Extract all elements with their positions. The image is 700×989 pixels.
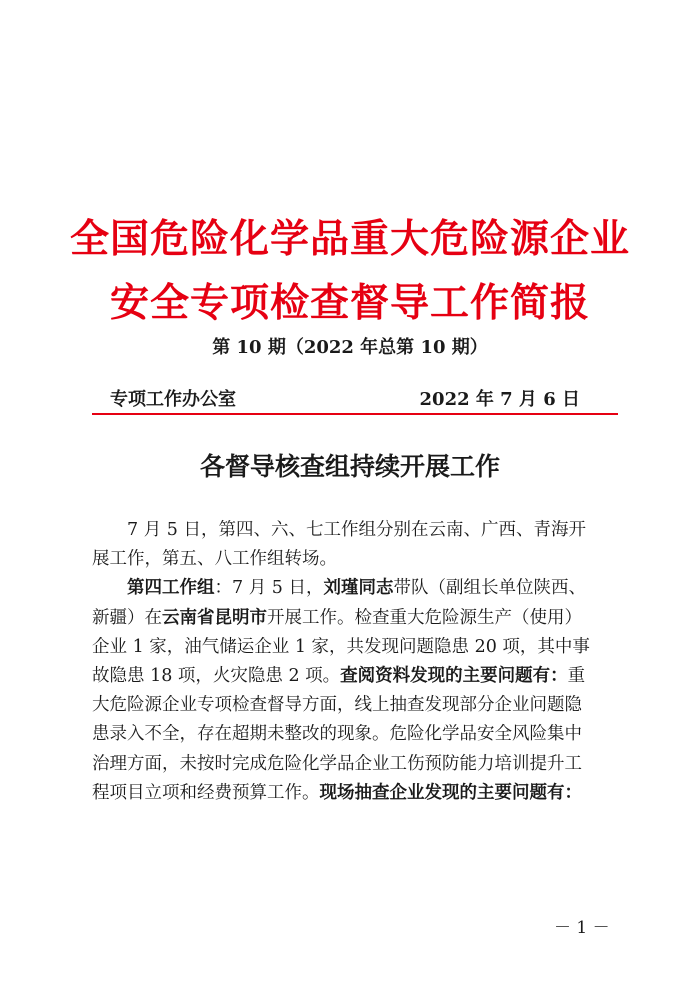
bold-text: 第四工作组 bbox=[127, 578, 215, 599]
text-segment: 7 月 5 日，第四、六、七工作组分别在云南、广西、青海开 bbox=[92, 520, 586, 540]
issue-date: 2022 年 7 月 6 日 bbox=[419, 389, 580, 410]
text-segment: 重 bbox=[567, 665, 586, 686]
text-segment bbox=[92, 578, 127, 598]
issue-number: 第 10 期（2022 年总第 10 期） bbox=[212, 337, 488, 358]
text-segment: 展工作，第五、八工作组转场。 bbox=[92, 549, 337, 570]
body-line bbox=[92, 750, 618, 779]
red-divider bbox=[92, 413, 618, 415]
bold-text: 云南省昆明市 bbox=[162, 607, 267, 628]
body-line bbox=[92, 720, 618, 749]
body-line bbox=[92, 779, 618, 808]
body-line bbox=[92, 633, 618, 662]
text-segment: 带队（副组长单位陕西、 bbox=[393, 578, 586, 599]
bold-text: 现场抽查企业发现的主要问题有： bbox=[319, 782, 582, 803]
text-segment: 故隐患 18 项，火灾隐患 2 项。 bbox=[92, 665, 341, 686]
bold-text: 刘瑾同志 bbox=[323, 578, 394, 599]
bulletin-title-line2: 安全专项检查督导工作简报 bbox=[109, 281, 590, 326]
body-line bbox=[92, 545, 618, 574]
text-segment: 开展工作。检查重大危险源生产（使用） bbox=[267, 607, 582, 628]
body-line bbox=[92, 662, 618, 691]
body-line bbox=[92, 516, 618, 545]
text-segment: 企业 1 家，油气储运企业 1 家，共发现问题隐患 20 项，其中事 bbox=[92, 636, 590, 657]
text-segment: 新疆）在 bbox=[92, 607, 162, 628]
bold-text: 查阅资料发现的主要问题有： bbox=[340, 665, 568, 686]
issuing-office: 专项工作办公室 bbox=[110, 389, 236, 410]
article-headline: 各督导核查组持续开展工作 bbox=[199, 452, 500, 481]
body-line bbox=[92, 574, 618, 603]
article-body bbox=[92, 516, 618, 808]
body-line bbox=[92, 691, 618, 720]
text-segment: 患录入不全，存在超期未整改的现象。危险化学品安全风险集中 bbox=[92, 724, 582, 745]
text-segment: ：7 月 5 日， bbox=[214, 578, 324, 599]
text-segment: 大危险源企业专项检查督导方面，线上抽查发现部分企业问题隐 bbox=[92, 695, 582, 716]
text-segment: 治理方面，未按时完成危险化学品企业工伤预防能力培训提升工 bbox=[92, 753, 582, 774]
text-segment: 程项目立项和经费预算工作。 bbox=[92, 782, 320, 803]
body-line bbox=[92, 604, 618, 633]
page-number: － 1 － bbox=[554, 918, 610, 938]
bulletin-title-line1: 全国危险化学品重大危险源企业 bbox=[69, 217, 630, 262]
